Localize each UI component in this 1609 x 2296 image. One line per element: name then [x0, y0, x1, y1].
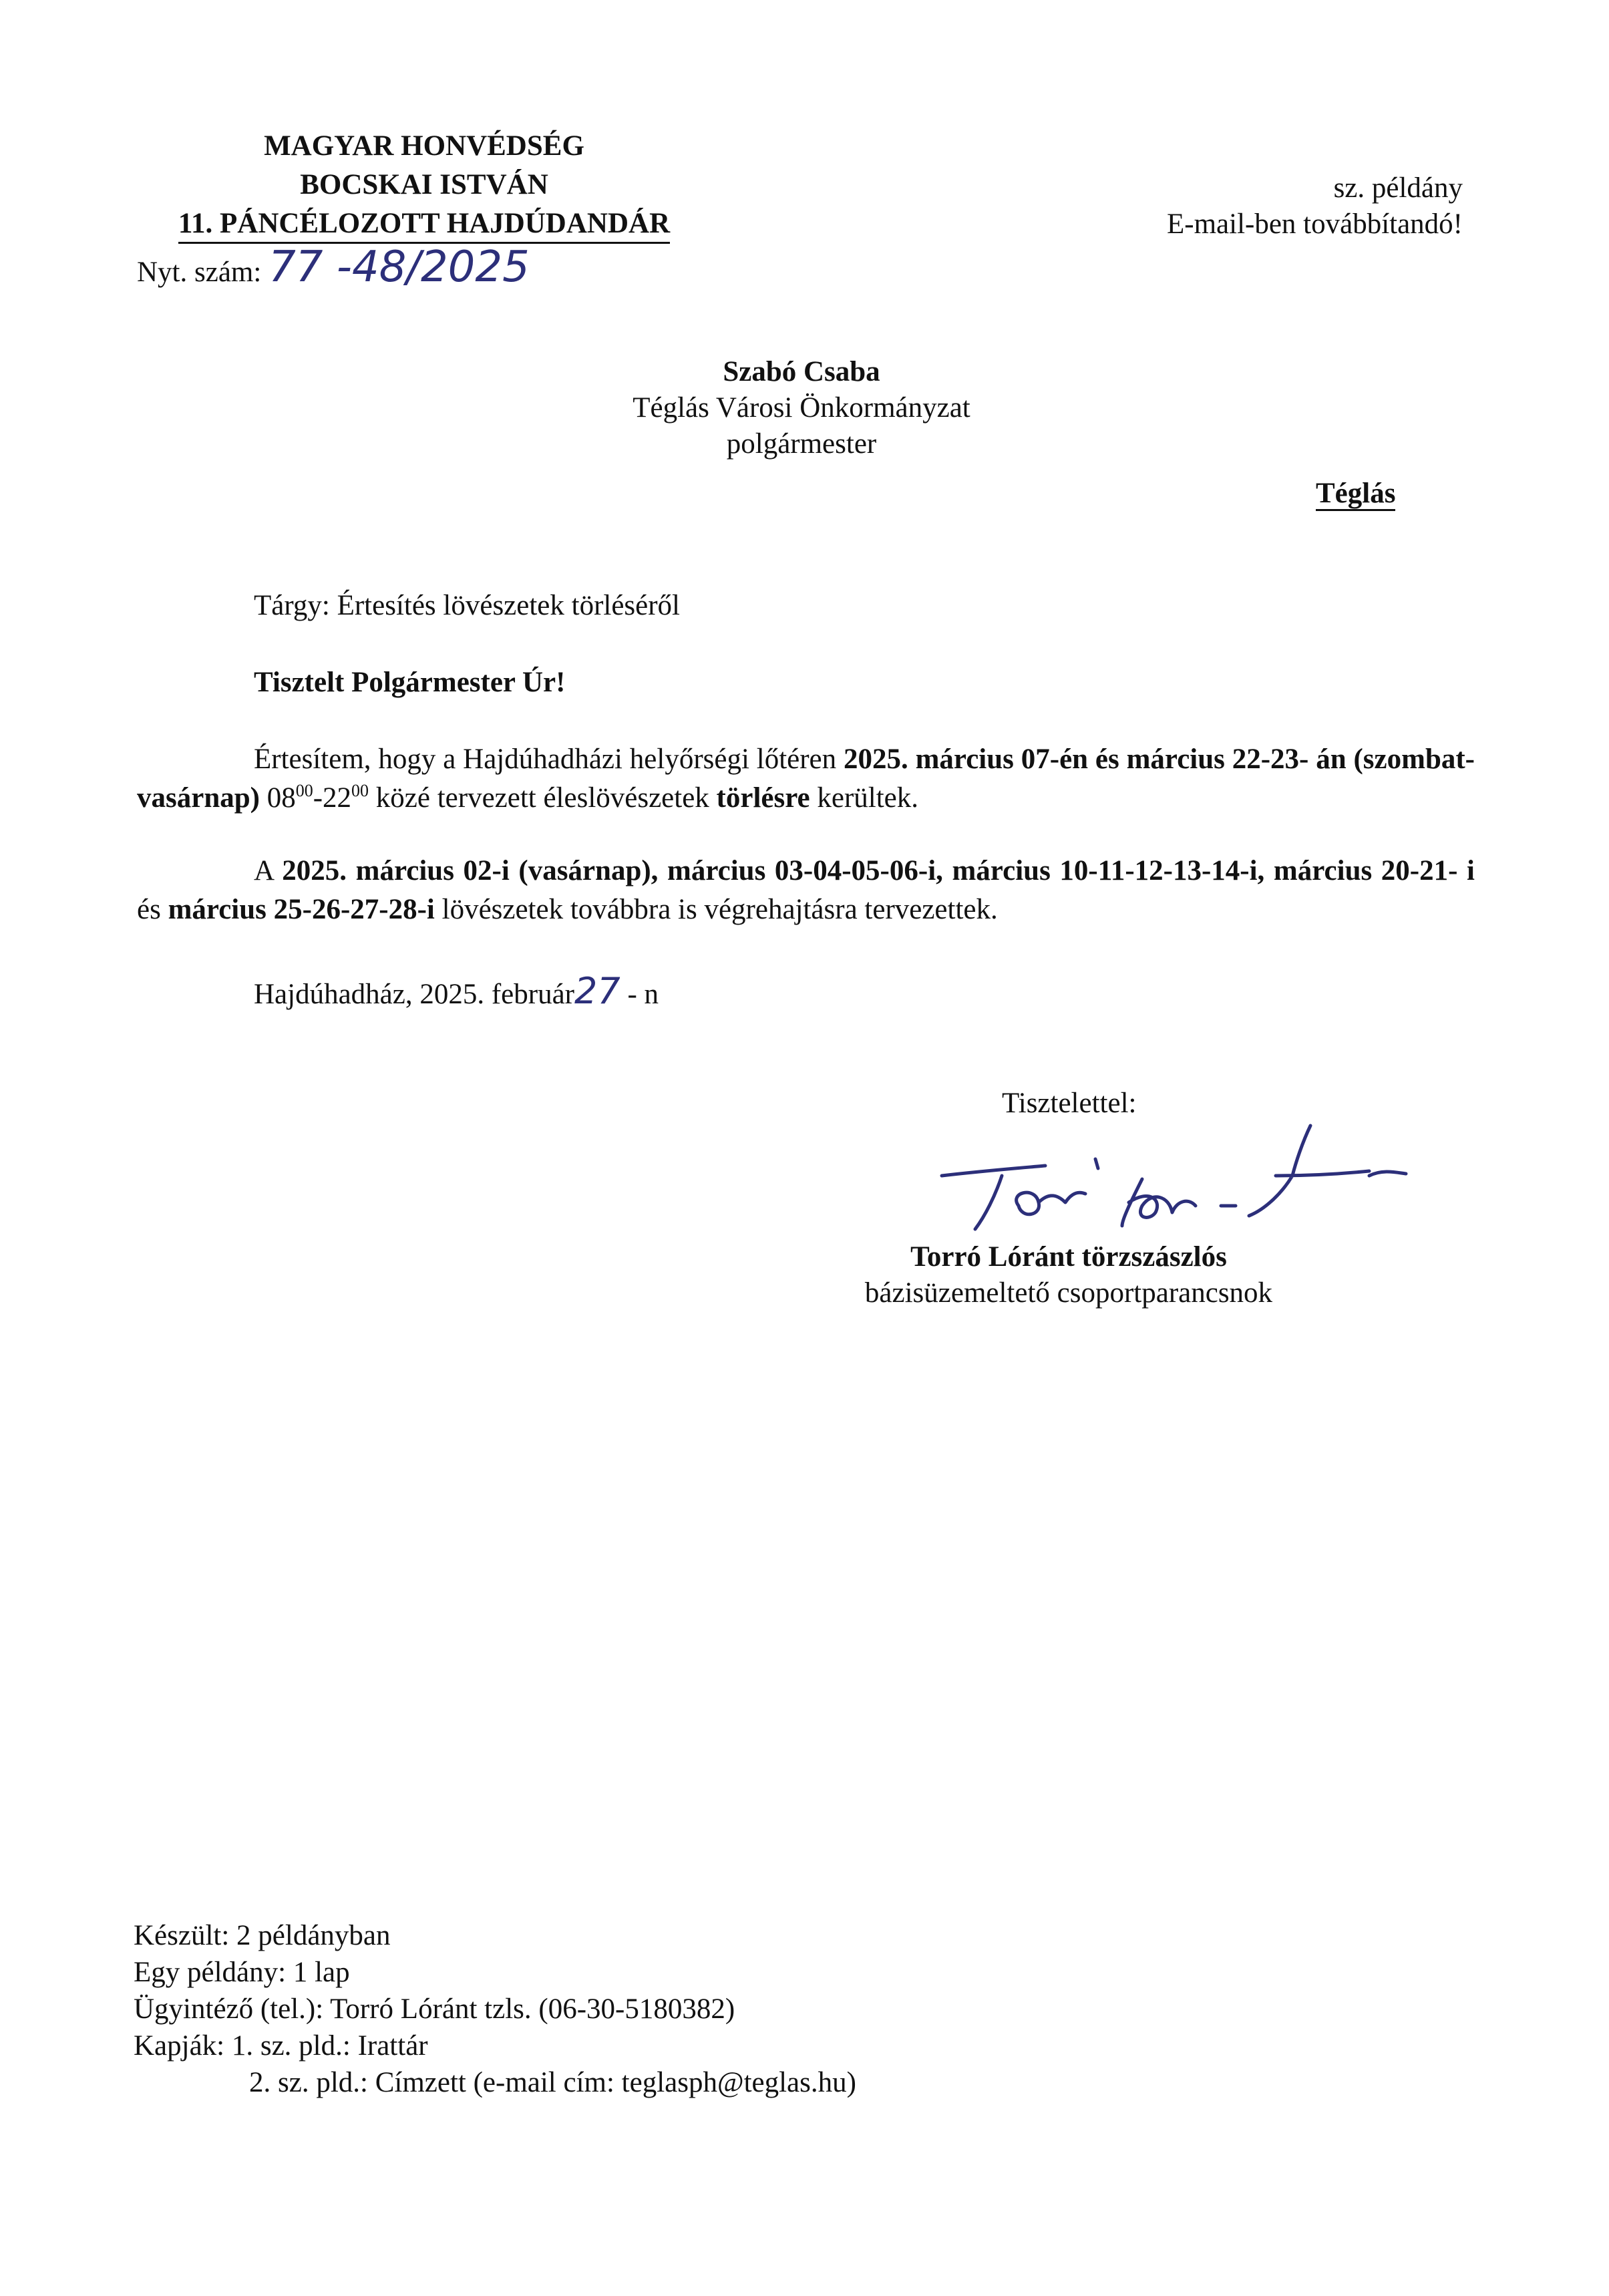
distribution-footer: [134, 1917, 856, 2101]
date-prefix: Hajdúhadház, 2025. február: [254, 979, 574, 1010]
para2-bold-dates-2: március 25-26-27-28-i: [168, 894, 435, 925]
date-line: [254, 969, 659, 1014]
para2-text-3: lövészetek továbbra is végrehajtásra tervezettek.: [434, 894, 998, 925]
issuer-block: [130, 128, 718, 244]
addressee-name: Szabó Csaba: [723, 356, 880, 387]
para1-text-1: Értesítem, hogy a Hajdúhadházi helyőrségi lőtéren: [254, 744, 844, 775]
paragraph-cancellation: [137, 740, 1475, 818]
addressee-title: polgármester: [726, 428, 877, 460]
footer-line-contact: Ügyintéző (tel.): Torró Lóránt tzls. (06-30-5180382): [134, 1993, 735, 2025]
para1-sup-2: 00: [351, 781, 369, 800]
issuer-line-2: BOCSKAI ISTVÁN: [300, 169, 548, 200]
footer-line-recipients-1: Kapják: 1. sz. pld.: Irattár: [134, 2030, 428, 2062]
para1-text-2: közé tervezett éleslövészetek: [369, 782, 717, 814]
signature-drawing: [902, 1112, 1409, 1239]
paragraph-remaining: [137, 852, 1475, 929]
copy-label: sz. példány: [1333, 172, 1463, 204]
signer-name: Torró Lóránt törzszászlós: [910, 1241, 1227, 1273]
addressee-org: Téglás Városi Önkormányzat: [633, 391, 970, 424]
para1-bold-dates: 2025. március 07-én és március 22-23- án (szombat- vasárnap): [137, 744, 1475, 814]
addressee-city-text: Téglás: [1316, 478, 1395, 511]
handwritten-signature: [902, 1112, 1409, 1249]
para1-text-3: kerültek.: [810, 782, 919, 814]
para2-text-2: és: [137, 894, 168, 925]
reference-number: [137, 240, 530, 294]
footer-line-copies: Készült: 2 példányban: [134, 1920, 391, 1951]
reference-label: Nyt. szám:: [137, 257, 262, 288]
closing: Tisztelettel:: [1002, 1088, 1137, 1119]
subject-line: Tárgy: Értesítés lövészetek törléséről: [254, 590, 681, 621]
para2-bold-dates-1: 2025. március 02-i (vasárnap), március 03-04-05-06-i, március 10-11-12-13-14-i, március 20-21- i: [282, 855, 1475, 886]
signer-role: bázisüzemeltető csoportparancsnok: [864, 1277, 1273, 1309]
date-handwritten-day: 27: [574, 970, 620, 1012]
issuer-line-1: MAGYAR HONVÉDSÉG: [264, 130, 584, 162]
addressee-block: [534, 354, 1069, 462]
para2-text-1: A: [254, 855, 283, 886]
salutation: Tisztelt Polgármester Úr!: [254, 667, 566, 698]
reference-handwritten-value: 77 -48/2025: [269, 242, 530, 292]
footer-line-recipients-2: 2. sz. pld.: Címzett (e-mail cím: teglasph@teglas.hu): [249, 2067, 856, 2098]
date-suffix: - n: [627, 979, 659, 1010]
para1-time-start: 08: [259, 782, 296, 814]
issuer-line-3: 11. PÁNCÉLOZOTT HAJDÚDANDÁR: [178, 206, 670, 244]
para1-bold-cancel: törlésre: [716, 782, 810, 814]
para1-time-end: -22: [313, 782, 352, 814]
footer-line-pages: Egy példány: 1 lap: [134, 1957, 350, 1988]
copy-info: [1042, 170, 1463, 242]
para1-sup-1: 00: [295, 781, 313, 800]
addressee-city: [1316, 476, 1395, 512]
signer-block: [768, 1239, 1369, 1311]
email-note: E-mail-ben továbbítandó!: [1167, 208, 1463, 240]
